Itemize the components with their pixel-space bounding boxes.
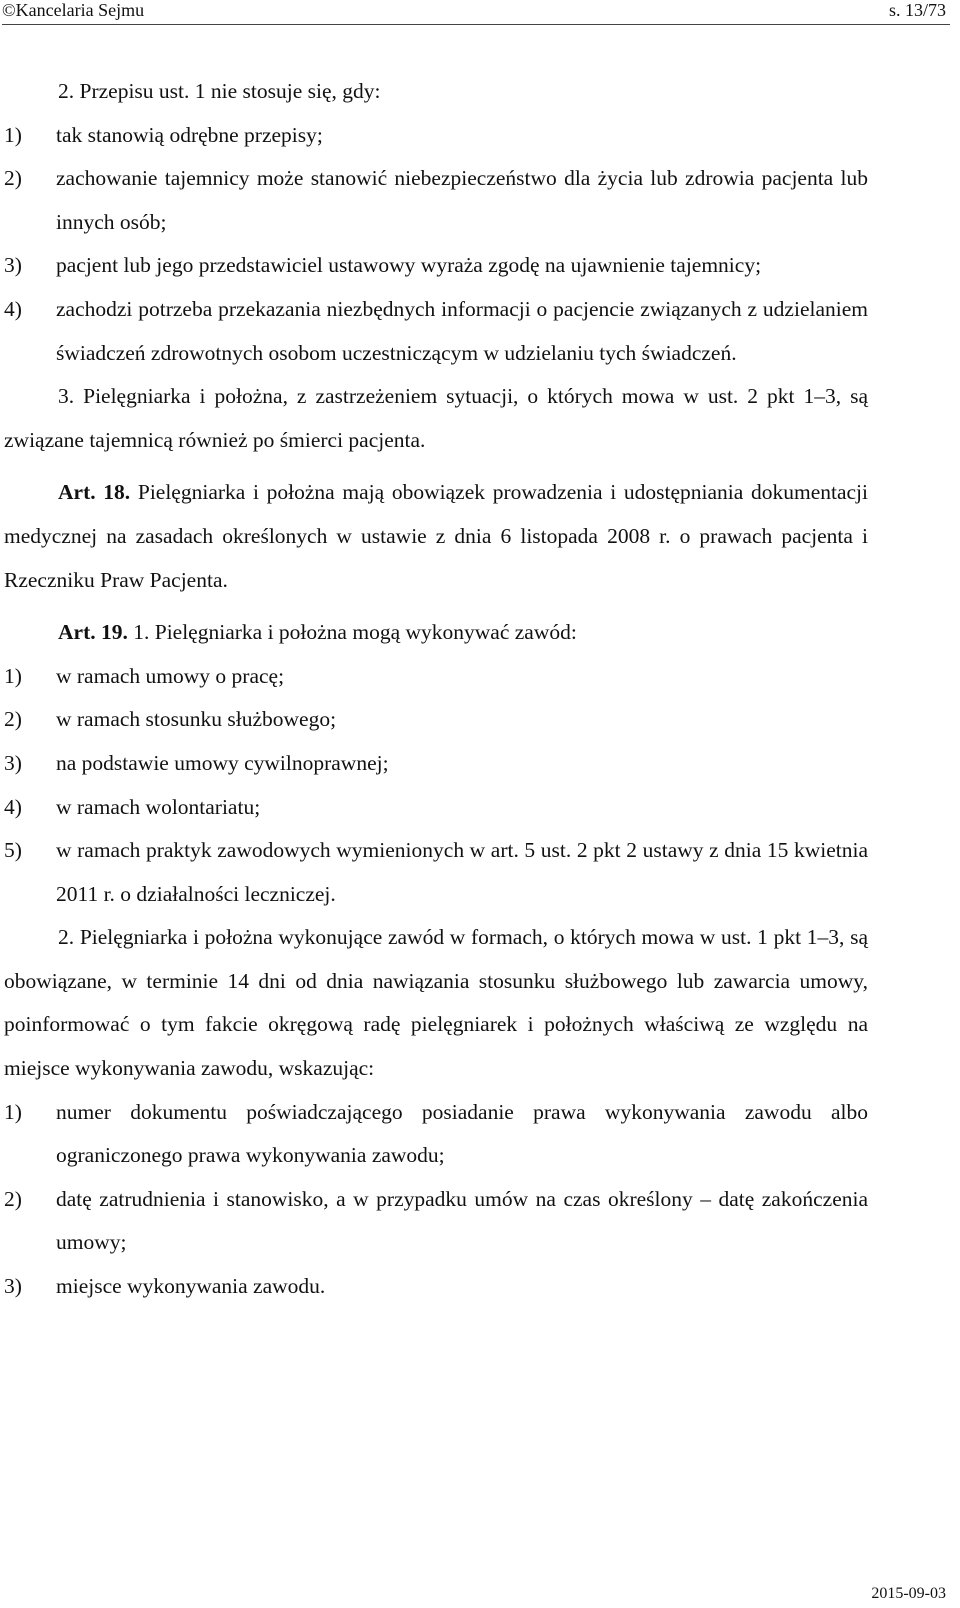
list-text: w ramach praktyk zawodowych wymienionych w art. 5 ust. 2 pkt 2 ustawy z dnia 15 kwietnia 2011 r. o działalności leczniczej. [56,838,868,906]
list-text: tak stanowią odrębne przepisy; [56,122,323,147]
list-text: miejsce wykonywania zawodu. [56,1274,326,1299]
list-text: w ramach wolontariatu; [56,794,261,819]
list-text: w ramach umowy o pracę; [56,663,285,688]
article-19-paragraph-2: 2. Pielęgniarka i położna wykonujące zawód w formach, o których mowa w ust. 1 pkt 1–3, są obowiązane, w terminie 14 dni od dnia nawiązania stosunku służbowego lub zawarcia umowy, poinformować o tym fakcie okręgową radę pielęgniarek i położnych właściwą ze względu na miejsce wykonywania zawodu, wskazując: [4,925,868,1081]
list-item [4,114,868,158]
article-18 [4,471,868,602]
list-number: 1) [4,663,22,688]
list-number: 1) [4,1099,22,1124]
footer-date: 2015-09-03 [871,1585,946,1602]
list-item [4,1091,868,1178]
list-item [4,655,868,699]
list-text: zachodzi potrzeba przekazania niezbędnych informacji o pacjencie związanych z udzielaniem świadczeń zdrowotnych osobom uczestniczącym w udzielaniu tych świadczeń. [56,296,868,365]
list-number: 3) [4,1274,22,1299]
list-item [4,244,868,288]
article-label: Art. 18. [58,480,131,505]
list-text: pacjent lub jego przedstawiciel ustawowy wyraża zgodę na ujawnienie tajemnicy; [56,253,762,278]
list-text: datę zatrudnienia i stanowisko, a w przypadku umów na czas określony – datę zakończenia umowy; [56,1186,868,1255]
list-item [4,698,868,742]
list-number: 2) [4,1186,22,1211]
article-label: Art. 19. [58,620,128,645]
list-number: 2) [4,707,22,732]
list-item [4,288,868,375]
list-item [4,742,868,786]
list-number: 3) [4,750,22,775]
article-text: Pielęgniarka i położna mają obowiązek prowadzenia i udostępniania dokumentacji medycznej na zasadach określonych w ustawie z dnia 6 listopada 2008 r. o prawach pacjenta i Rzeczniku Praw Pacjenta. [4,480,868,592]
list-number: 4) [4,296,22,321]
list-number: 1) [4,122,22,147]
paragraph-2: 2. Przepisu ust. 1 nie stosuje się, gdy: [58,79,381,103]
list-text: zachowanie tajemnicy może stanowić niebezpieczeństwo dla życia lub zdrowia pacjenta lub innych osób; [56,166,868,234]
header-divider [2,24,950,25]
paragraph-3: 3. Pielęgniarka i położna, z zastrzeżeniem sytuacji, o których mowa w ust. 2 pkt 1–3, są związane tajemnicą również po śmierci pacjenta. [4,384,868,452]
list-number: 2) [4,166,22,191]
list-text: numer dokumentu poświadczającego posiadanie prawa wykonywania zawodu albo ograniczonego prawa wykonywania zawodu; [56,1099,868,1168]
article-19 [4,611,868,655]
list-number: 4) [4,794,22,819]
list-item [4,786,868,830]
list-text: na podstawie umowy cywilnoprawnej; [56,750,389,775]
list-number: 5) [4,838,22,863]
list-item [4,829,868,916]
list-item [4,157,868,244]
list-item [4,1178,868,1265]
header-page-number: s. 13/73 [888,0,946,20]
list-number: 3) [4,253,22,278]
document-body [4,70,868,1309]
article-text: 1. Pielęgniarka i położna mogą wykonywać zawód: [127,620,577,645]
list-text: w ramach stosunku służbowego; [56,707,337,732]
header-source: ©Kancelaria Sejmu [2,0,145,20]
list-item [4,1265,868,1309]
